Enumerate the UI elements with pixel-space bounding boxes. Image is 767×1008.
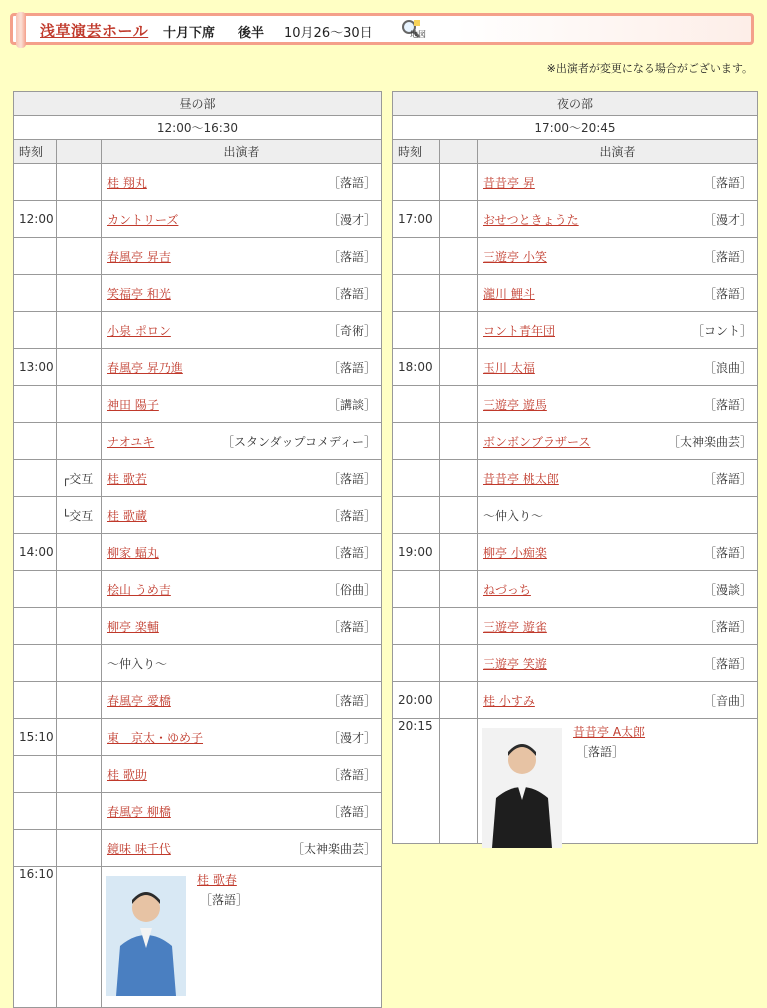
- performer-entry: [107, 766, 376, 783]
- note-cell: [57, 201, 102, 238]
- performer-link[interactable]: 昔昔亭 桃太郎: [483, 471, 559, 486]
- performer-cell: [102, 719, 382, 756]
- performer-link[interactable]: 桂 歌蔵: [107, 508, 147, 523]
- genre-label: ［太神楽曲芸］: [291, 841, 376, 856]
- day-part-title: 昼の部: [14, 92, 382, 116]
- performer-entry: [107, 581, 376, 598]
- note-cell: [57, 793, 102, 830]
- night-hours: 17:00～20:45: [393, 116, 758, 140]
- performer-cell: [102, 571, 382, 608]
- performer-entry: [483, 174, 752, 191]
- time-column-header: 時刻: [14, 140, 57, 164]
- performer-link[interactable]: コント青年団: [483, 323, 556, 338]
- performer-column-header: 出演者: [102, 140, 382, 164]
- note-cell: [57, 238, 102, 275]
- genre-label: ［漫才］: [327, 212, 376, 227]
- headliner-name-link[interactable]: 昔昔亭 A太郎: [573, 725, 646, 739]
- genre-label: ［落語］: [327, 471, 376, 486]
- genre-label: ［太神楽曲芸］: [667, 434, 752, 449]
- time-cell: 14:00: [14, 534, 57, 571]
- performer-entry: [107, 803, 376, 820]
- performer-link[interactable]: 柳亭 楽輔: [107, 619, 159, 634]
- schedule-row: [14, 349, 382, 386]
- note-cell: [440, 423, 478, 460]
- intermission-label: ～仲入り～: [107, 656, 168, 671]
- schedule-row: [14, 645, 382, 682]
- genre-label: ［落語］: [327, 545, 376, 560]
- date-range: 10月26～30日: [284, 26, 373, 41]
- half-label: 後半: [238, 26, 265, 41]
- note-cell: [440, 275, 478, 312]
- performer-entry: [107, 322, 376, 339]
- performer-cell: [478, 349, 758, 386]
- schedule-row: [14, 312, 382, 349]
- day-hours: 12:00～16:30: [14, 116, 382, 140]
- performer-entry: [107, 396, 376, 413]
- map-button[interactable]: [400, 18, 432, 42]
- headliner-photo[interactable]: [482, 728, 562, 848]
- performer-link[interactable]: 柳亭 小痴楽: [483, 545, 547, 560]
- time-cell: [393, 571, 440, 608]
- genre-label: ［落語］: [327, 286, 376, 301]
- genre-label: ［落語］: [703, 175, 752, 190]
- note-cell: [440, 164, 478, 201]
- schedule-row: [393, 164, 758, 201]
- night-part-title: 夜の部: [393, 92, 758, 116]
- map-label: 地図: [410, 30, 426, 39]
- note-cell: [57, 312, 102, 349]
- note-cell: [57, 349, 102, 386]
- performer-link[interactable]: 柳家 蝠丸: [107, 545, 159, 560]
- note-cell: [440, 201, 478, 238]
- headliner-row: [14, 867, 382, 1008]
- performer-link[interactable]: 三遊亭 遊雀: [483, 619, 547, 634]
- schedule-row: [14, 793, 382, 830]
- performer-link[interactable]: 桂 翔丸: [107, 175, 147, 190]
- performer-link[interactable]: おせつときょうた: [483, 212, 579, 227]
- schedule-row: [393, 645, 758, 682]
- note-cell: ┌交互: [57, 460, 102, 497]
- performer-cell: [102, 497, 382, 534]
- note-cell: [440, 534, 478, 571]
- schedule-row: [393, 571, 758, 608]
- schedule-row: [393, 238, 758, 275]
- performer-cell: [478, 312, 758, 349]
- note-cell: [57, 645, 102, 682]
- genre-label: ［落語］: [327, 619, 376, 634]
- time-cell: [14, 830, 57, 867]
- genre-label: ［落語］: [327, 360, 376, 375]
- performer-cell: [478, 238, 758, 275]
- performer-link[interactable]: ナオユキ: [107, 434, 155, 449]
- performer-link[interactable]: 春風亭 昇吉: [107, 249, 171, 264]
- performer-link[interactable]: 玉川 太福: [483, 360, 535, 375]
- performer-cell: [102, 201, 382, 238]
- performer-cell: [102, 164, 382, 201]
- schedule-row: [14, 201, 382, 238]
- performer-entry: [107, 840, 376, 857]
- performer-entry: [107, 729, 376, 746]
- note-cell: [440, 682, 478, 719]
- genre-label: ［落語］: [703, 286, 752, 301]
- time-cell: [14, 608, 57, 645]
- performer-link[interactable]: 桂 歌若: [107, 471, 147, 486]
- schedule-row: [393, 312, 758, 349]
- schedule-row: [14, 608, 382, 645]
- schedule-row: [14, 460, 382, 497]
- note-cell: [57, 682, 102, 719]
- note-cell: [57, 571, 102, 608]
- schedule-row: [393, 534, 758, 571]
- performer-cell: [102, 534, 382, 571]
- performer-entry: [107, 470, 376, 487]
- time-cell: [14, 275, 57, 312]
- performer-link[interactable]: 小泉 ポロン: [107, 323, 171, 338]
- time-cell: [393, 423, 440, 460]
- schedule-row: [14, 571, 382, 608]
- hall-name-link[interactable]: 浅草演芸ホール: [40, 22, 149, 40]
- note-cell: [440, 460, 478, 497]
- schedule-row: [393, 497, 758, 534]
- performer-entry: [107, 359, 376, 376]
- time-cell: 12:00: [14, 201, 57, 238]
- note-cell: [57, 756, 102, 793]
- time-cell: [14, 645, 57, 682]
- genre-label: ［落語］: [327, 249, 376, 264]
- performer-entry: [483, 692, 752, 709]
- time-cell: 16:10: [14, 867, 57, 1008]
- time-cell: [393, 460, 440, 497]
- performer-entry: [483, 618, 752, 635]
- time-cell: 19:00: [393, 534, 440, 571]
- performer-link[interactable]: 三遊亭 笑遊: [483, 656, 547, 671]
- time-cell: 15:10: [14, 719, 57, 756]
- performer-entry: [107, 248, 376, 265]
- time-cell: [14, 164, 57, 201]
- performer-cell: [478, 534, 758, 571]
- time-cell: [14, 682, 57, 719]
- genre-label: ［俗曲］: [327, 582, 376, 597]
- note-cell: [57, 534, 102, 571]
- schedule-row: [393, 682, 758, 719]
- headliner-name-link[interactable]: 桂 歌春: [197, 873, 237, 887]
- note-cell: [440, 645, 478, 682]
- headliner-cell: [478, 719, 758, 844]
- headliner-cell: [102, 867, 382, 1008]
- genre-label: ［奇術］: [327, 323, 376, 338]
- performer-link[interactable]: 瀧川 鯉斗: [483, 286, 535, 301]
- performer-link[interactable]: ボンボンブラザース: [483, 434, 591, 449]
- schedule-row: [14, 719, 382, 756]
- time-cell: [393, 164, 440, 201]
- genre-label: ［落語］: [327, 767, 376, 782]
- performer-link[interactable]: 三遊亭 小笑: [483, 249, 547, 264]
- genre-label: ［コント］: [691, 323, 752, 338]
- performer-cell: [102, 645, 382, 682]
- schedule-row: [393, 460, 758, 497]
- note-cell: [57, 386, 102, 423]
- time-cell: [393, 238, 440, 275]
- performer-link[interactable]: 桂 歌助: [107, 767, 147, 782]
- schedule-row: [14, 497, 382, 534]
- genre-label: ［落語］: [327, 175, 376, 190]
- note-cell: [440, 571, 478, 608]
- schedule-row: [393, 423, 758, 460]
- schedule-row: [393, 386, 758, 423]
- note-cell: [440, 719, 478, 844]
- performer-cell: [478, 423, 758, 460]
- performer-entry: [107, 544, 376, 561]
- time-cell: [14, 793, 57, 830]
- performer-link[interactable]: 春風亭 柳橋: [107, 804, 171, 819]
- time-cell: [14, 423, 57, 460]
- genre-label: ［浪曲］: [703, 360, 752, 375]
- note-cell: [57, 867, 102, 1008]
- schedule-row: [14, 534, 382, 571]
- performer-cell: [478, 460, 758, 497]
- time-cell: [393, 312, 440, 349]
- headliner-photo[interactable]: [106, 876, 186, 996]
- note-cell: └交互: [57, 497, 102, 534]
- performer-link[interactable]: 笑福亭 和光: [107, 286, 171, 301]
- note-column-header: [440, 140, 478, 164]
- performer-entry: [483, 211, 752, 228]
- genre-label: ［落語］: [703, 471, 752, 486]
- change-notice: ※出演者が変更になる場合がございます。: [546, 62, 753, 75]
- performer-cell: [102, 793, 382, 830]
- schedule-row: [393, 201, 758, 238]
- headliner-row: [393, 719, 758, 844]
- schedule-row: [393, 349, 758, 386]
- performer-entry: [483, 248, 752, 265]
- time-column-header: 時刻: [393, 140, 440, 164]
- performer-entry: [483, 581, 752, 598]
- performer-entry: [107, 433, 376, 450]
- performer-entry: [107, 692, 376, 709]
- performer-cell: [102, 460, 382, 497]
- performer-entry: [107, 618, 376, 635]
- performer-cell: [102, 349, 382, 386]
- time-cell: [14, 386, 57, 423]
- time-cell: [14, 312, 57, 349]
- performer-entry: [483, 322, 752, 339]
- scroll-ornament: [16, 12, 26, 48]
- performer-cell: [478, 608, 758, 645]
- performer-cell: [102, 386, 382, 423]
- performer-entry: [107, 211, 376, 228]
- performer-link[interactable]: 神田 陽子: [107, 397, 159, 412]
- performer-link[interactable]: 三遊亭 遊馬: [483, 397, 547, 412]
- genre-label: ［落語］: [327, 508, 376, 523]
- performer-link[interactable]: ねづっち: [483, 582, 531, 597]
- period-label: 十月下席: [163, 26, 216, 41]
- performer-cell: [102, 830, 382, 867]
- performer-link[interactable]: カントリーズ: [107, 212, 179, 227]
- time-cell: [393, 275, 440, 312]
- performer-cell: [102, 238, 382, 275]
- time-cell: [14, 460, 57, 497]
- note-cell: [57, 719, 102, 756]
- performer-cell: [478, 497, 758, 534]
- performer-entry: [107, 507, 376, 524]
- note-column-header: [57, 140, 102, 164]
- performer-cell: [478, 201, 758, 238]
- performer-cell: [478, 682, 758, 719]
- time-cell: 18:00: [393, 349, 440, 386]
- performer-entry: [483, 396, 752, 413]
- time-cell: [393, 386, 440, 423]
- performer-cell: [102, 682, 382, 719]
- performer-link[interactable]: 桧山 うめ吉: [107, 582, 171, 597]
- time-cell: 13:00: [14, 349, 57, 386]
- genre-label: ［落語］: [703, 545, 752, 560]
- intermission-label: ～仲入り～: [483, 508, 544, 523]
- performer-link[interactable]: 東 京太・ゆめ子: [107, 730, 204, 745]
- time-cell: 20:15: [393, 719, 440, 844]
- note-cell: [440, 608, 478, 645]
- time-cell: [14, 571, 57, 608]
- performer-cell: [478, 386, 758, 423]
- genre-label: ［落語］: [703, 619, 752, 634]
- time-cell: [393, 608, 440, 645]
- schedule-row: [14, 756, 382, 793]
- genre-label: ［落語］: [703, 656, 752, 671]
- note-cell: [57, 608, 102, 645]
- headliner-genre: ［落語］: [576, 745, 625, 759]
- hall-banner: [10, 13, 754, 45]
- performer-cell: [478, 645, 758, 682]
- schedule-row: [393, 608, 758, 645]
- genre-label: ［落語］: [327, 804, 376, 819]
- performer-link[interactable]: 鏡味 味千代: [107, 841, 171, 856]
- performer-link[interactable]: 春風亭 昇乃進: [107, 360, 183, 375]
- time-cell: [14, 756, 57, 793]
- note-cell: [440, 349, 478, 386]
- schedule-row: [14, 682, 382, 719]
- performer-entry: [483, 285, 752, 302]
- schedule-row: [14, 830, 382, 867]
- performer-entry: [483, 433, 752, 450]
- performer-entry: [483, 655, 752, 672]
- note-cell: [440, 238, 478, 275]
- performer-cell: [102, 756, 382, 793]
- time-cell: [393, 645, 440, 682]
- note-cell: [440, 386, 478, 423]
- note-cell: [57, 830, 102, 867]
- genre-label: ［漫才］: [703, 212, 752, 227]
- time-cell: 17:00: [393, 201, 440, 238]
- genre-label: ［音曲］: [703, 693, 752, 708]
- performer-cell: [102, 423, 382, 460]
- performer-cell: [102, 608, 382, 645]
- genre-label: ［漫談］: [703, 582, 752, 597]
- performer-cell: [478, 571, 758, 608]
- performer-link[interactable]: 桂 小すみ: [483, 693, 535, 708]
- performer-link[interactable]: 昔昔亭 昇: [483, 175, 535, 190]
- note-cell: [57, 275, 102, 312]
- performer-link[interactable]: 春風亭 愛橋: [107, 693, 171, 708]
- genre-label: ［スタンダップコメディー］: [222, 434, 376, 449]
- performer-entry: [483, 470, 752, 487]
- genre-label: ［落語］: [703, 397, 752, 412]
- note-cell: [57, 164, 102, 201]
- performer-entry: [483, 359, 752, 376]
- schedule-row: [14, 238, 382, 275]
- genre-label: ［講談］: [327, 397, 376, 412]
- time-cell: 20:00: [393, 682, 440, 719]
- headliner-genre: ［落語］: [200, 893, 249, 907]
- performer-cell: [102, 275, 382, 312]
- performer-entry: [107, 174, 376, 191]
- time-cell: [393, 497, 440, 534]
- performer-cell: [478, 164, 758, 201]
- performer-entry: [483, 544, 752, 561]
- note-cell: [57, 423, 102, 460]
- schedule-row: [14, 275, 382, 312]
- schedule-row: [14, 164, 382, 201]
- performer-cell: [478, 275, 758, 312]
- day-schedule-table: [13, 91, 382, 1008]
- performer-cell: [102, 312, 382, 349]
- schedule-row: [14, 423, 382, 460]
- schedule-row: [393, 275, 758, 312]
- genre-label: ［落語］: [703, 249, 752, 264]
- genre-label: ［漫才］: [327, 730, 376, 745]
- time-cell: [14, 497, 57, 534]
- performer-entry: [107, 285, 376, 302]
- note-cell: [440, 497, 478, 534]
- note-cell: [440, 312, 478, 349]
- performer-column-header: 出演者: [478, 140, 758, 164]
- time-cell: [14, 238, 57, 275]
- genre-label: ［落語］: [327, 693, 376, 708]
- night-schedule-table: [392, 91, 758, 844]
- schedule-row: [14, 386, 382, 423]
